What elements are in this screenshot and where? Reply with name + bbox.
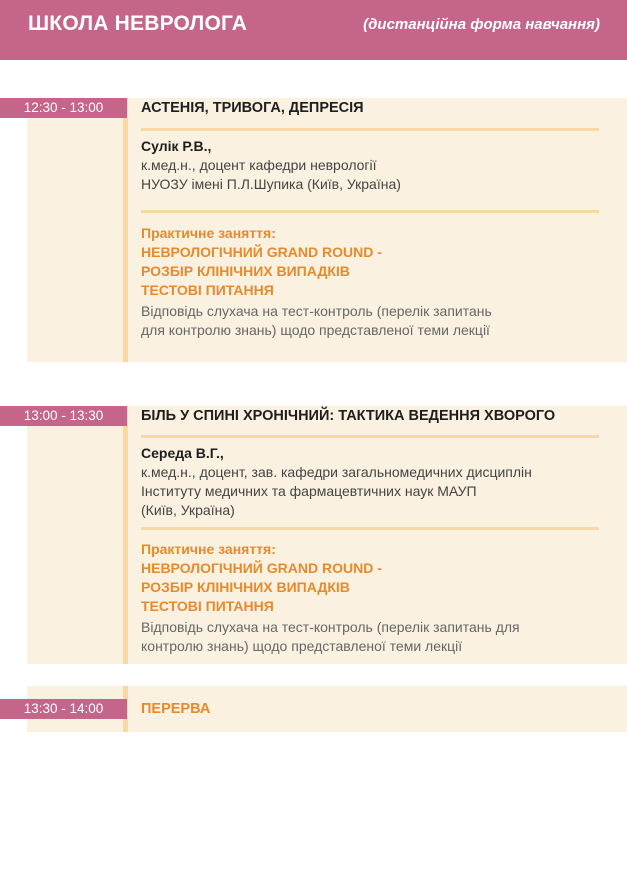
practical-description-line: Відповідь слухача на тест-контроль (перелік запитань — [141, 303, 492, 319]
practical-description-line: для контролю знань) щодо представленої теми лекції — [141, 322, 490, 338]
speaker-info-line: (Київ, Україна) — [141, 502, 235, 518]
practical-title-line: РОЗБІР КЛІНІЧНИХ ВИПАДКІВ — [141, 263, 350, 279]
session-divider-bar — [123, 406, 128, 664]
practical-title-line: НЕВРОЛОГІЧНИЙ GRAND ROUND - — [141, 560, 382, 576]
header-title: ШКОЛА НЕВРОЛОГА — [28, 12, 248, 35]
session-1 — [23, 98, 627, 362]
session-time: 13:00 - 13:30 — [0, 406, 127, 426]
practical-label: Практичне заняття: — [141, 541, 276, 557]
session-divider-bar — [123, 98, 128, 362]
practical-title-line: РОЗБІР КЛІНІЧНИХ ВИПАДКІВ — [141, 579, 350, 595]
session-time: 13:30 - 14:00 — [0, 699, 127, 719]
practical-block — [141, 224, 611, 340]
practical-title-line: ТЕСТОВІ ПИТАННЯ — [141, 598, 274, 614]
divider-line — [141, 435, 599, 438]
speaker-info-line: к.мед.н., доцент, зав. кафедри загальномедичних дисциплін — [141, 464, 532, 480]
speaker-block — [141, 444, 611, 520]
practical-description-line: контролю знань) щодо представленої теми лекції — [141, 638, 463, 654]
divider-line — [141, 210, 599, 213]
divider-line — [141, 128, 599, 131]
speaker-info-line: Інституту медичних та фармацевтичних наук МАУП — [141, 483, 477, 499]
session-2 — [23, 406, 627, 664]
practical-block — [141, 540, 611, 656]
session-time: 12:30 - 13:00 — [0, 98, 127, 118]
speaker-name: Середа В.Г., — [141, 445, 224, 461]
practical-title-line: НЕВРОЛОГІЧНИЙ GRAND ROUND - — [141, 244, 382, 260]
speaker-name: Сулік Р.В., — [141, 138, 212, 154]
header-subtitle: (дистанційна форма навчання) — [363, 16, 600, 33]
practical-label: Практичне заняття: — [141, 225, 276, 241]
session-title: АСТЕНІЯ, ТРИВОГА, ДЕПРЕСІЯ — [141, 100, 364, 116]
practical-title-line: ТЕСТОВІ ПИТАННЯ — [141, 282, 274, 298]
speaker-block — [141, 137, 611, 194]
divider-line — [141, 527, 599, 530]
speaker-info-line: к.мед.н., доцент кафедри неврології — [141, 157, 377, 173]
page-header — [0, 0, 627, 60]
speaker-info-line: НУОЗУ імені П.Л.Шупика (Київ, Україна) — [141, 176, 401, 192]
session-title: БІЛЬ У СПИНІ ХРОНІЧНИЙ: ТАКТИКА ВЕДЕННЯ ХВОРОГО — [141, 408, 556, 424]
break-title: ПЕРЕРВА — [141, 701, 211, 717]
break-session — [23, 686, 627, 732]
practical-description-line: Відповідь слухача на тест-контроль (перелік запитань для — [141, 619, 520, 635]
